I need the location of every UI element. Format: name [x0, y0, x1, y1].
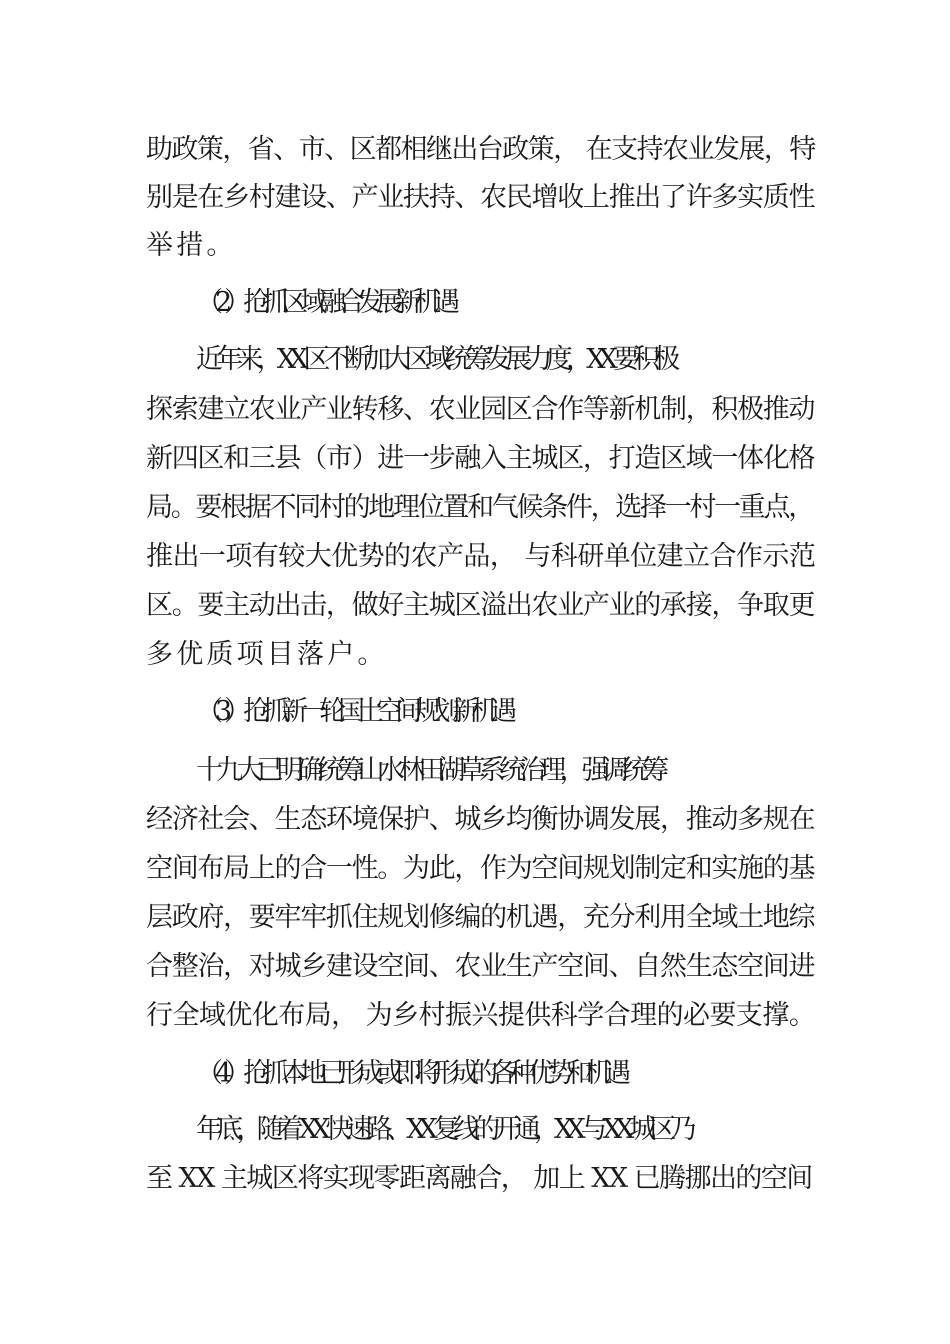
section-heading: （4）抢抓本地已形成或即将形成的各种优势和机遇	[196, 1058, 624, 1089]
text-line: 探索建立农业产业转移、农业园区合作等新机制，积极推动	[146, 394, 815, 425]
text-line: 经济社会、生态环境保护、城乡均衡协调发展，推动多规在	[146, 804, 815, 835]
text-line: 近年来，XX 区不断加大区域统筹发展力度，XX 要积极	[196, 344, 674, 375]
text-line: 至 XX 主城区将实现零距离融合， 加上 XX 已腾挪出的空间	[146, 1163, 812, 1194]
text-line: 空间布局上的合一性。为此，作为空间规划制定和实施的基	[146, 853, 815, 884]
section-heading: （2）抢抓区域融合发展新机遇	[196, 287, 453, 318]
text-line: 助政策，省、市、区都相继出台政策， 在支持农业发展，特	[146, 134, 815, 165]
text-line: 区。要主动出击，做好主城区溢出农业产业的承接，争取更	[146, 590, 815, 621]
text-line: 别是在乡村建设、产业扶持、农民增收上推出了许多实质性	[146, 182, 815, 213]
text-line: 十九大已明确统筹山水林田湖草系统治理， 强调统筹	[196, 755, 663, 786]
text-line: 行全域优化布局， 为乡村振兴提供科学合理的必要支撑。	[146, 1000, 816, 1031]
text-line: 举措。	[146, 230, 237, 261]
text-line: 新四区和三县（市）进一步融入主城区，打造区域一体化格	[146, 443, 815, 474]
text-line: 层政府，要牢牢抓住规划修编的机遇，充分利用全域土地综	[146, 902, 815, 933]
text-line: 合整治，对城乡建设空间、农业生产空间、自然生态空间进	[146, 951, 815, 982]
text-line: 年底，随着 XX 快速路、XX 复线的开通，XX 与 XX 城区乃	[196, 1114, 690, 1145]
text-line: 多优质项目落户。	[146, 639, 388, 670]
text-line: 局。要根据不同村的地理位置和气候条件，选择一村一重点，	[146, 492, 813, 523]
text-line: 推出一项有较大优势的农产品， 与科研单位建立合作示范	[146, 541, 816, 572]
section-heading: （3）抢抓新一轮国土空间规划新机遇	[196, 696, 510, 727]
